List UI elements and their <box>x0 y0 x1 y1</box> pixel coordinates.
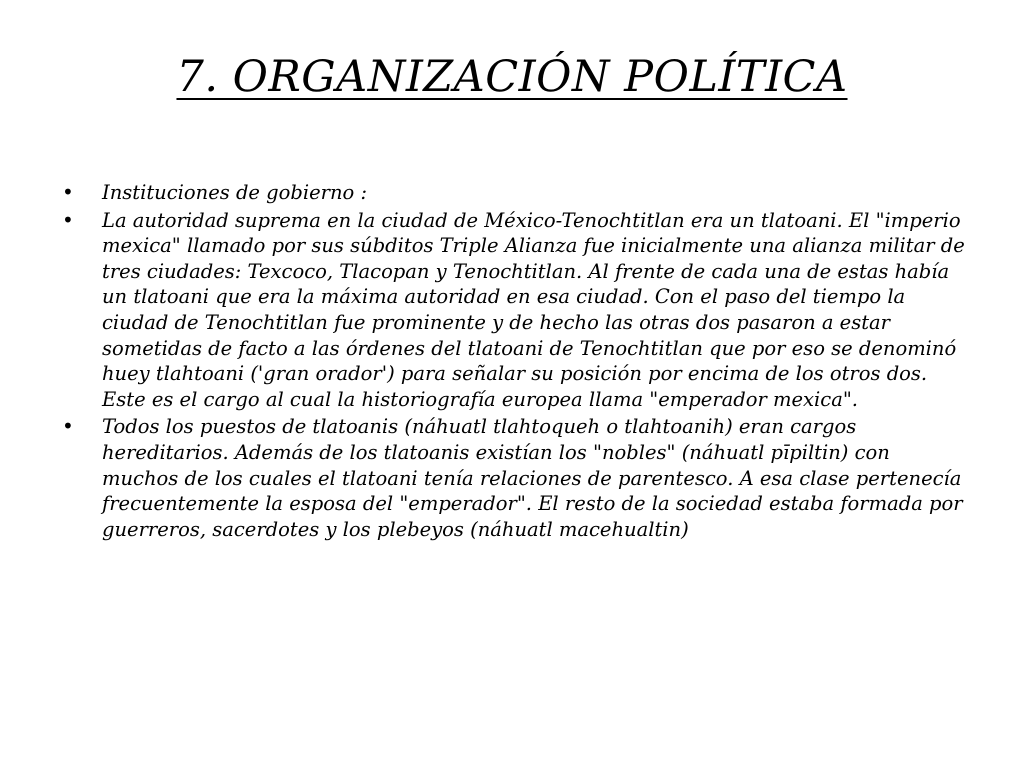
bullet-list <box>62 180 968 544</box>
slide-title-text: 7. ORGANIZACIÓN POLÍTICA <box>176 52 848 102</box>
bullet-text: Instituciones de gobierno : <box>102 181 368 204</box>
bullet-dot-icon: • <box>62 180 74 204</box>
slide-title <box>0 52 1024 104</box>
bullet-dot-icon: • <box>62 414 74 439</box>
bullet-item-instituciones <box>62 180 968 206</box>
bullet-item-autoridad-suprema <box>62 208 968 413</box>
bullet-dot-icon: • <box>62 207 74 232</box>
bullet-text: Todos los puestos de tlatoanis (náhuatl tlahtoqueh o tlahtoanih) eran cargos hereditarios. Además de los tlatoanis existían los "nobles" (náhuatl pīpiltin) con muchos de los cuales el tlatoani tenía relaciones de parentesco. A esa clase pertenecía frecuentemente la esposa del "emperador". El resto de la sociedad estaba formada por guerreros, sacerdotes y los plebeyos (náhuatl macehualtin) <box>102 415 963 541</box>
bullet-text: La autoridad suprema en la ciudad de México-Tenochtitlan era un tlatoani. El "imperio mexica" llamado por sus súbditos Triple Alianza fue inicialmente una alianza militar de tres ciudades: Texcoco, Tlacopan y Tenochtitlan. Al frente de cada una de estas había un tlatoani que era la máxima autoridad en esa ciudad. Con el paso del tiempo la ciudad de Tenochtitlan fue prominente y de hecho las otras dos pasaron a estar sometidas de facto a las órdenes del tlatoani de Tenochtitlan que por eso se denominó huey tlahtoani ('gran orador') para señalar su posición por encima de los otros dos. Este es el cargo al cual la historiografía europea llama "emperador mexica". <box>102 208 965 411</box>
bullet-item-puestos-tlatoanis <box>62 414 968 542</box>
